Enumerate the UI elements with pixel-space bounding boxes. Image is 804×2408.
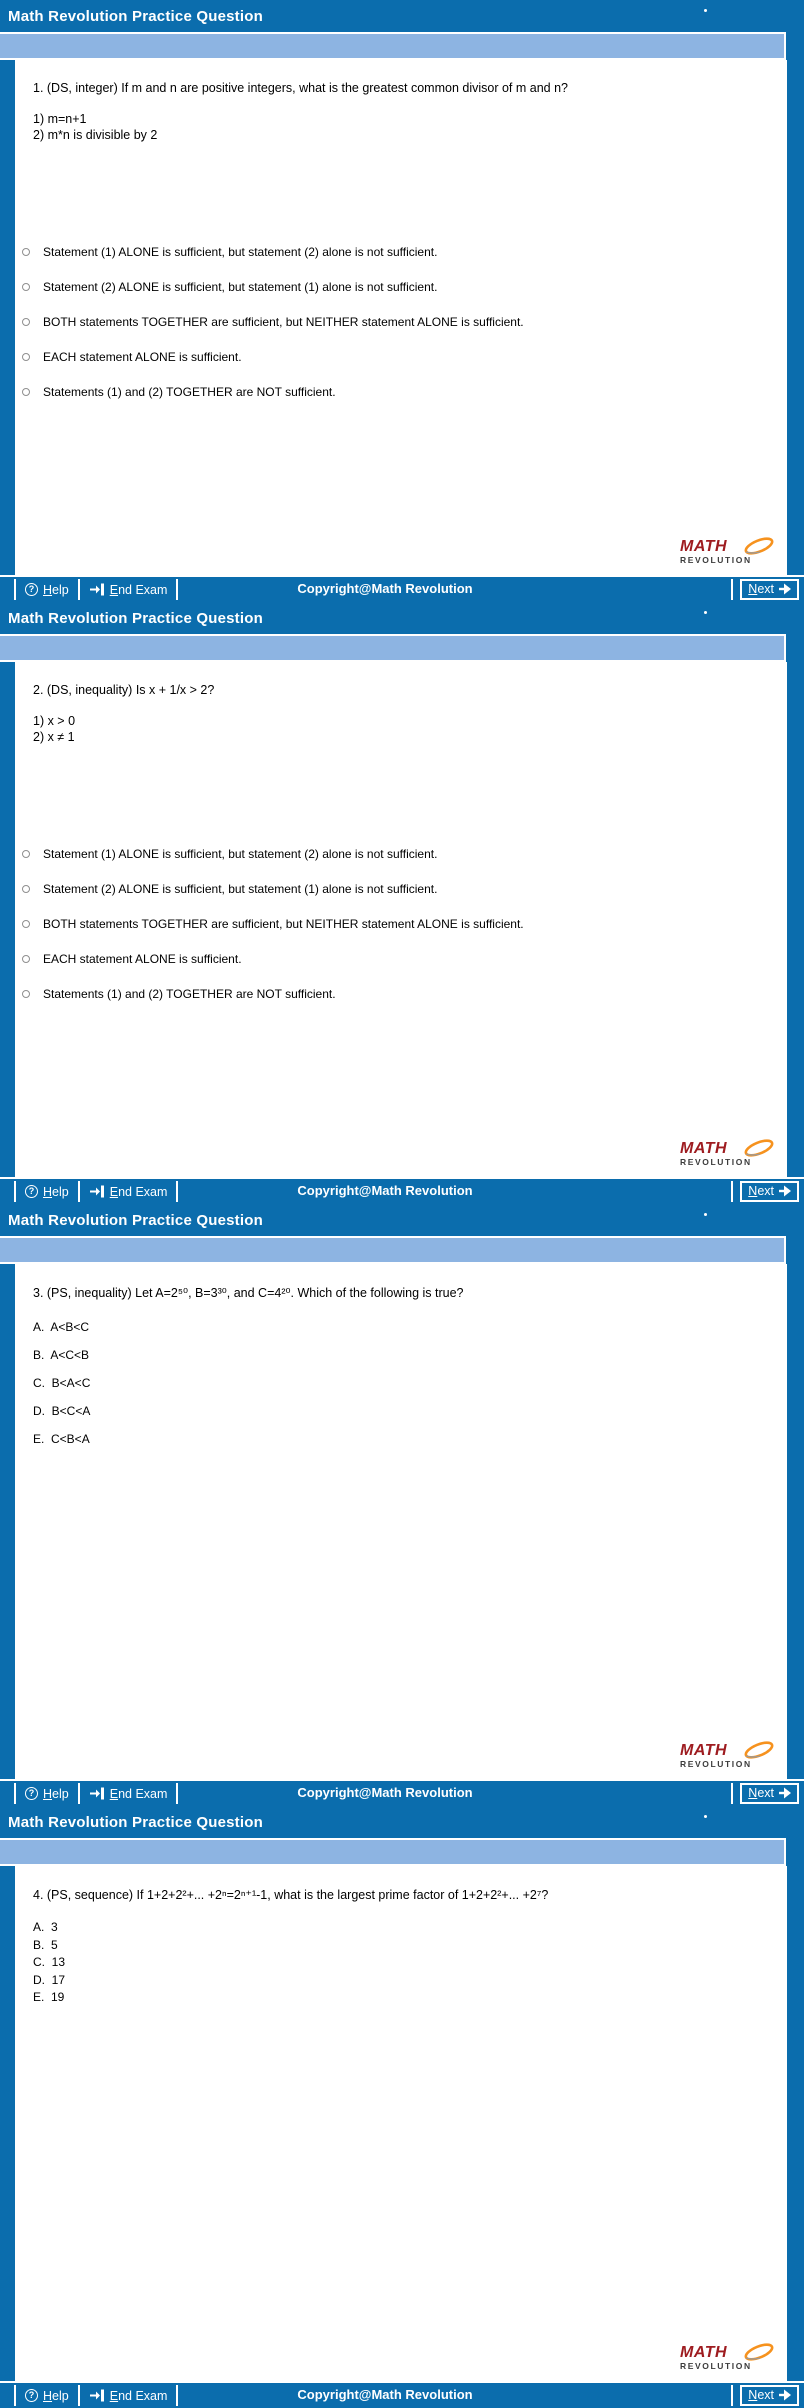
end-exam-button[interactable]: End Exam <box>80 577 177 602</box>
answer-option-b[interactable]: Statement (2) ALONE is sufficient, but statement (1) alone is not sufficient. <box>22 281 775 316</box>
choice-a[interactable]: A. 3 <box>33 1920 58 1934</box>
question-text: 1. (DS, integer) If m and n are positive integers, what is the greatest common divisor of m and n? <box>33 81 568 95</box>
question-area <box>15 1264 787 1779</box>
title-bar <box>0 1806 804 1838</box>
next-arrow-icon <box>778 1787 792 1799</box>
title-bar <box>0 0 804 32</box>
exit-icon <box>89 583 105 596</box>
answer-option-a[interactable]: Statement (1) ALONE is sufficient, but statement (2) alone is not sufficient. <box>22 246 775 281</box>
radio-icon[interactable] <box>22 955 30 963</box>
answer-option-e[interactable]: Statements (1) and (2) TOGETHER are NOT sufficient. <box>22 386 775 421</box>
radio-icon[interactable] <box>22 318 30 326</box>
subheader-band <box>0 32 804 60</box>
printer-icon[interactable] <box>709 1213 725 1227</box>
answer-option-c[interactable]: BOTH statements TOGETHER are sufficient, but NEITHER statement ALONE is sufficient. <box>22 316 775 351</box>
help-button[interactable]: ? Help <box>16 1179 78 1204</box>
footer-bar <box>0 2381 804 2408</box>
printer-icon[interactable] <box>709 611 725 625</box>
printer-icon[interactable] <box>709 9 725 23</box>
choice-c[interactable]: C. B<A<C <box>33 1376 91 1390</box>
choice-e[interactable]: E. C<B<A <box>33 1432 90 1446</box>
copyright-text: Copyright@Math Revolution <box>297 1785 473 1800</box>
help-icon: ? <box>25 583 38 596</box>
math-revolution-logo: MATH REVOLUTION <box>680 2344 772 2371</box>
help-icon: ? <box>25 1787 38 1800</box>
help-icon: ? <box>25 1185 38 1198</box>
copyright-text: Copyright@Math Revolution <box>297 2387 473 2402</box>
help-button[interactable]: ? Help <box>16 1781 78 1806</box>
title-bar <box>0 602 804 634</box>
exit-icon <box>89 1185 105 1198</box>
answer-option-d[interactable]: EACH statement ALONE is sufficient. <box>22 953 775 988</box>
help-icon: ? <box>25 2389 38 2402</box>
radio-icon[interactable] <box>22 990 30 998</box>
copyright-text: Copyright@Math Revolution <box>297 1183 473 1198</box>
next-button[interactable]: Next <box>740 579 799 600</box>
footer-bar <box>0 1779 804 1806</box>
question-screen-2 <box>0 602 804 1204</box>
math-revolution-logo: MATH REVOLUTION <box>680 1742 772 1769</box>
window-title: Math Revolution Practice Question <box>8 1813 263 1831</box>
footer-bar <box>0 575 804 602</box>
answer-choices <box>33 1320 765 1460</box>
question-statements: 1) x > 0 2) x ≠ 1 <box>33 714 76 744</box>
footer-bar <box>0 1177 804 1204</box>
choice-a[interactable]: A. A<B<C <box>33 1320 90 1334</box>
subheader-band <box>0 634 804 662</box>
next-button[interactable]: Next <box>740 1181 799 1202</box>
choice-d[interactable]: D. B<C<A <box>33 1404 91 1418</box>
window-title: Math Revolution Practice Question <box>8 7 263 25</box>
choice-e[interactable]: E. 19 <box>33 1990 65 2004</box>
subheader-band <box>0 1838 804 1866</box>
radio-icon[interactable] <box>22 283 30 291</box>
exit-icon <box>89 1787 105 1800</box>
logo-swoosh-icon <box>742 1135 776 1159</box>
title-bar <box>0 1204 804 1236</box>
next-button[interactable]: Next <box>740 2385 799 2406</box>
help-button[interactable]: ? Help <box>16 577 78 602</box>
choice-b[interactable]: B. A<C<B <box>33 1348 90 1362</box>
window-title: Math Revolution Practice Question <box>8 609 263 627</box>
subheader-band <box>0 1236 804 1264</box>
question-text: 3. (PS, inequality) Let A=2⁵⁰, B=3³⁰, and C=4²⁰. Which of the following is true? <box>33 1286 464 1300</box>
radio-icon[interactable] <box>22 885 30 893</box>
answer-options <box>22 246 775 421</box>
logo-swoosh-icon <box>742 533 776 557</box>
question-text: 2. (DS, inequality) Is x + 1/x > 2? <box>33 683 215 697</box>
answer-option-e[interactable]: Statements (1) and (2) TOGETHER are NOT sufficient. <box>22 988 775 1023</box>
math-revolution-logo: MATH REVOLUTION <box>680 538 772 565</box>
radio-icon[interactable] <box>22 248 30 256</box>
math-revolution-logo: MATH REVOLUTION <box>680 1140 772 1167</box>
printer-icon[interactable] <box>709 1815 725 1829</box>
question-screen-3 <box>0 1204 804 1806</box>
answer-choices <box>33 1920 765 2008</box>
question-area <box>15 1866 787 2381</box>
end-exam-button[interactable]: End Exam <box>80 1781 177 1806</box>
radio-icon[interactable] <box>22 850 30 858</box>
answer-option-b[interactable]: Statement (2) ALONE is sufficient, but statement (1) alone is not sufficient. <box>22 883 775 918</box>
choice-c[interactable]: C. 13 <box>33 1955 66 1969</box>
next-button[interactable]: Next <box>740 1783 799 1804</box>
radio-icon[interactable] <box>22 353 30 361</box>
end-exam-button[interactable]: End Exam <box>80 2383 177 2408</box>
choice-d[interactable]: D. 17 <box>33 1972 66 1987</box>
radio-icon[interactable] <box>22 920 30 928</box>
logo-swoosh-icon <box>742 2339 776 2363</box>
end-exam-button[interactable]: End Exam <box>80 1179 177 1204</box>
logo-swoosh-icon <box>742 1737 776 1761</box>
next-arrow-icon <box>778 583 792 595</box>
window-title: Math Revolution Practice Question <box>8 1211 263 1229</box>
question-area <box>15 662 787 1177</box>
answer-option-a[interactable]: Statement (1) ALONE is sufficient, but statement (2) alone is not sufficient. <box>22 848 775 883</box>
question-area <box>15 60 787 575</box>
question-screen-1 <box>0 0 804 602</box>
next-arrow-icon <box>778 1185 792 1197</box>
answer-option-c[interactable]: BOTH statements TOGETHER are sufficient, but NEITHER statement ALONE is sufficient. <box>22 918 775 953</box>
help-button[interactable]: ? Help <box>16 2383 78 2408</box>
question-text: 4. (PS, sequence) If 1+2+2²+... +2ⁿ=2ⁿ⁺¹-1, what is the largest prime factor of 1+2+2²+... +2⁷? <box>33 1888 549 1902</box>
next-arrow-icon <box>778 2389 792 2401</box>
exit-icon <box>89 2389 105 2402</box>
question-screen-4 <box>0 1806 804 2408</box>
radio-icon[interactable] <box>22 388 30 396</box>
copyright-text: Copyright@Math Revolution <box>297 581 473 596</box>
question-statements: 1) m=n+1 2) m*n is divisible by 2 <box>33 112 158 142</box>
choice-b[interactable]: B. 5 <box>33 1937 58 1952</box>
answer-options <box>22 848 775 1023</box>
answer-option-d[interactable]: EACH statement ALONE is sufficient. <box>22 351 775 386</box>
